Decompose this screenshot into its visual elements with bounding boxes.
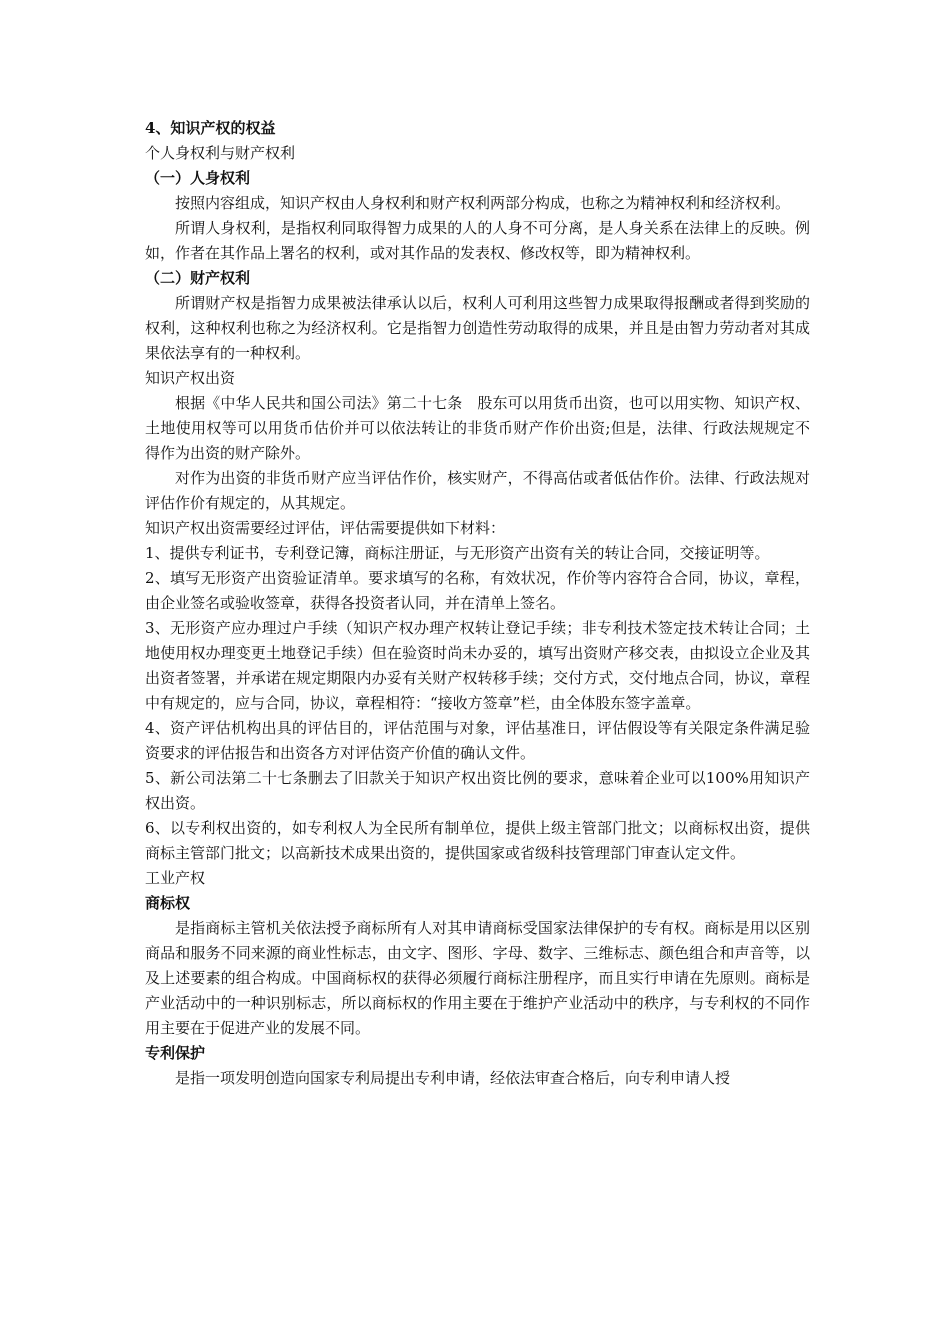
list-item: 6、以专利权出资的，如专利权人为全民所有制单位，提供上级主管部门批文；以商标权出资，提供商标主管部门批文；以高新技术成果出资的，提供国家或省级科技管理部门审查认定文件。 <box>145 819 810 862</box>
list-item: 3、无形资产应办理过户手续（知识产权办理产权转让登记手续；非专利技术签定技术转让合同；土地使用权办理变更土地登记手续）但在验资时尚未办妥的，填写出资财产移交表，由拟设立企业及其出资者签署，并承诺在规定期限内办妥有关财产权转移手续；交付方式，交付地点合同，协议，章程中有规定的，应与合同，协议，章程相符：“接收方签章”栏，由全体股东签字盖章。 <box>145 619 810 712</box>
property-rights-heading: （二）财产权利 <box>145 269 251 287</box>
personal-rights-paragraph-1: 按照内容组成，知识产权由人身权利和财产权利两部分构成，也称之为精神权利和经济权利。 <box>175 194 791 212</box>
list-item: 5、新公司法第二十七条删去了旧款关于知识产权出资比例的要求，意味着企业可以100%用知识产权出资。 <box>145 769 810 812</box>
list-item: 2、填写无形资产出资验证清单。要求填写的名称，有效状况，作价等内容符合合同，协议，章程，由企业签名或验收签章，获得各投资者认同，并在清单上签名。 <box>145 569 810 612</box>
section-subtitle: 个人身权利与财产权利 <box>145 144 296 162</box>
investment-intro: 知识产权出资需要经过评估，评估需要提供如下材料： <box>145 519 506 537</box>
patent-paragraph: 是指一项发明创造向国家专利局提出专利申请，经依法审查合格后，向专利申请人授 <box>175 1069 731 1087</box>
investment-paragraph-1: 根据《中华人民共和国公司法》第二十七条 股东可以用货币出资，也可以用实物、知识产权、土地使用权等可以用货币估价并可以依法转让的非货币财产作价出资;但是，法律、行政法规规定不得作为出资的财产除外。 <box>145 394 810 462</box>
personal-rights-heading: （一）人身权利 <box>145 169 251 187</box>
section-title: 4、知识产权的权益 <box>145 119 276 137</box>
trademark-paragraph: 是指商标主管机关依法授予商标所有人对其申请商标受国家法律保护的专有权。商标是用以区别商品和服务不同来源的商业性标志，由文字、图形、字母、数字、三维标志、颜色组合和声音等，以及上述要素的组合构成。中国商标权的获得必须履行商标注册程序，而且实行申请在先原则。商标是产业活动中的一种识别标志，所以商标权的作用主要在于维护产业活动中的秩序，与专利权的不同作用主要在于促进产业的发展不同。 <box>145 919 810 1037</box>
personal-rights-paragraph-2: 所谓人身权利，是指权利同取得智力成果的人的人身不可分离，是人身关系在法律上的反映。例如，作者在其作品上署名的权利，或对其作品的发表权、修改权等，即为精神权利。 <box>145 219 810 262</box>
trademark-heading: 商标权 <box>145 894 191 912</box>
patent-heading: 专利保护 <box>145 1044 206 1062</box>
list-item: 4、资产评估机构出具的评估目的，评估范围与对象，评估基准日，评估假设等有关限定条件满足验资要求的评估报告和出资各方对评估资产价值的确认文件。 <box>145 719 810 762</box>
list-item: 1、提供专利证书，专利登记簿，商标注册证，与无形资产出资有关的转让合同，交接证明等。 <box>145 544 770 562</box>
industrial-property-title: 工业产权 <box>145 869 206 887</box>
investment-title: 知识产权出资 <box>145 369 236 387</box>
document-page <box>145 116 810 1091</box>
investment-paragraph-2: 对作为出资的非货币财产应当评估作价，核实财产，不得高估或者低估作价。法律、行政法规对评估作价有规定的，从其规定。 <box>145 469 810 512</box>
property-rights-paragraph: 所谓财产权是指智力成果被法律承认以后，权利人可利用这些智力成果取得报酬或者得到奖励的权利，这种权利也称之为经济权利。它是指智力创造性劳动取得的成果，并且是由智力劳动者对其成果依法享有的一种权利。 <box>145 294 810 362</box>
